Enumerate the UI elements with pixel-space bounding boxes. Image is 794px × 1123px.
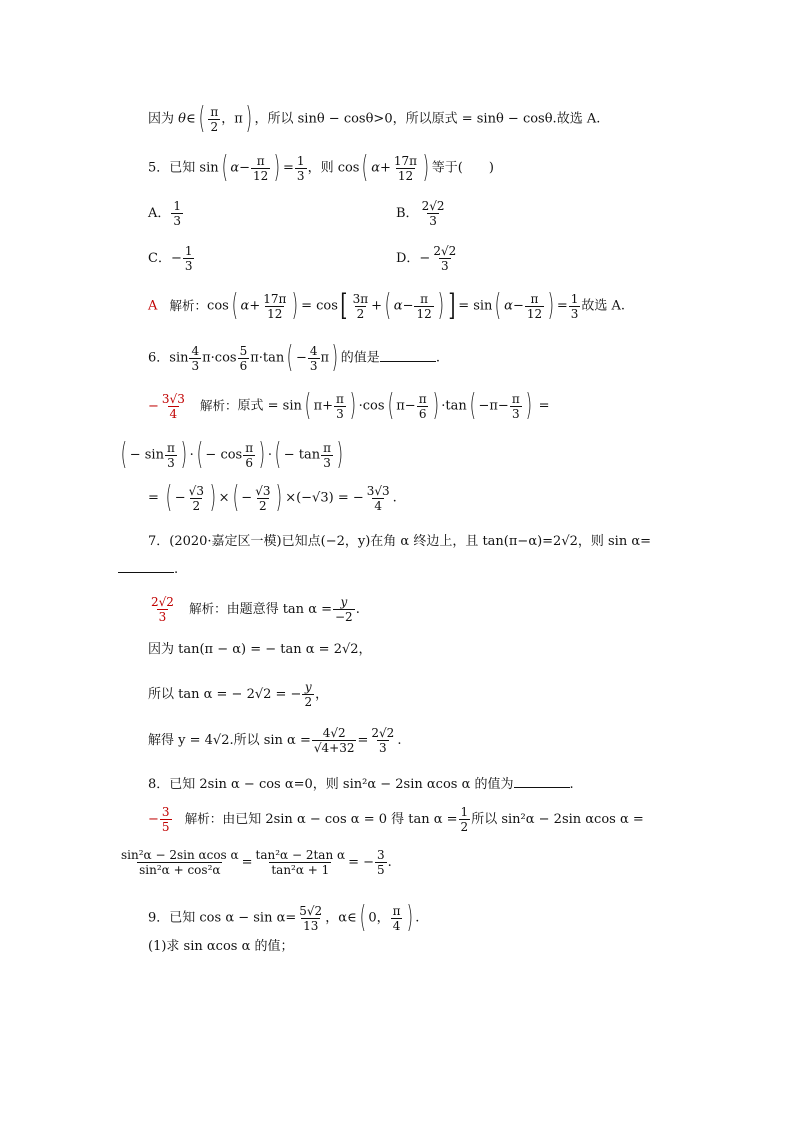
fraction-17pi-12: $\frac{17\pi}{12}$ bbox=[393, 153, 418, 183]
text: cos bbox=[207, 298, 229, 314]
text: ×(−√3) = − bbox=[285, 490, 364, 506]
text: 故选 A. bbox=[581, 298, 626, 314]
q9-text: 9．已知 cos α − sin α= bbox=[148, 910, 297, 926]
q8-text: 8．已知 2sin α − cos α=0，则 sin²α − 2sin αcos α 的值为 bbox=[148, 777, 514, 792]
text: 等于( ) bbox=[431, 160, 494, 176]
question-9-part1 bbox=[148, 938, 293, 956]
text: − sin bbox=[129, 447, 164, 463]
text: θ>0，所以原式 = sin bbox=[365, 111, 496, 127]
analysis-label: 解析： bbox=[199, 397, 238, 413]
answer-6-line2: ( − sin $\frac{\pi}{3}$ ) ·( − cos $\frac{\pi}{6}$ ) ·( − tan $\frac{\pi}{3}$ ) bbox=[120, 437, 344, 472]
text: θ.故选 A. bbox=[544, 111, 601, 127]
answer-blank bbox=[118, 560, 174, 573]
answer-value: − $\frac{3}{5}$ bbox=[148, 805, 170, 834]
answer-8-line2: $\frac{\text{sin²α − 2sin αcos α}}{\text{sin²α + cos²α}}$ = $\frac{\text{tan²α − 2tan α}}{\text{tan²α + 1}}$ = − $\frac{3}{5}$ . bbox=[121, 848, 392, 877]
q7-text: 7．(2020·嘉定区一模)已知点(−2，y)在角 α 终边上，且 tan(π−α)=2√2，则 sin α= bbox=[148, 534, 652, 549]
text: ·cos bbox=[358, 398, 385, 414]
text: 所以 tan α = − 2√2 = − bbox=[148, 687, 302, 702]
pi: π bbox=[234, 111, 243, 127]
answer-7-line3: 所以 tan α = − 2√2 = − $\frac{y}{2}$ ， bbox=[148, 680, 329, 709]
question-6: 6．sin $\frac{4}{3}$ π·cos $\frac{5}{6}$ π·tan( − $\frac{4}{3}$ π) 的值是 . bbox=[148, 340, 440, 375]
text: ，则 cos bbox=[307, 160, 360, 176]
answer-value: $\frac{2√2}{3}$ bbox=[151, 595, 174, 624]
text: π·tan bbox=[250, 350, 285, 366]
text: = cos bbox=[301, 298, 338, 314]
answer-value: − $\frac{3√3}{4}$ bbox=[148, 391, 185, 421]
text: = − bbox=[348, 855, 375, 870]
text: 由题意得 tan α = bbox=[226, 602, 332, 617]
answer-8: − $\frac{3}{5}$ 解析：由已知 2sin α − cos α = 0 得 tan α = $\frac{1}{2}$ 所以 sin²α − 2sin αcos α = bbox=[148, 805, 644, 834]
text: = bbox=[538, 398, 550, 414]
text: = sin bbox=[458, 298, 493, 314]
answer-value: A bbox=[148, 298, 158, 314]
text: 因为 tan(π − α) = − tan α = 2√2， bbox=[148, 642, 372, 657]
answer-blank bbox=[380, 349, 436, 362]
answer-7: $\frac{2√2}{3}$ 解析：由题意得 tan α = $\frac{y}{-2}$ . bbox=[148, 595, 360, 624]
text: 由已知 2sin α − cos α = 0 得 tan α = bbox=[222, 812, 458, 827]
text: − tan bbox=[283, 447, 321, 463]
text: ·tan bbox=[441, 398, 467, 414]
text: θ − cos bbox=[316, 111, 366, 127]
analysis-label: 解析： bbox=[189, 601, 227, 616]
answer-6-line3: = ( − $\frac{√3}{2}$ ) ×( − $\frac{√3}{2}$ ) ×(−√3) = − $\frac{3√3}{4}$ . bbox=[148, 480, 397, 515]
answer-blank bbox=[514, 775, 570, 788]
option-label: A． bbox=[148, 206, 171, 221]
text: ，所以 sin bbox=[254, 111, 317, 127]
answer-7-line4: 解得 y = 4√2.所以 sin α = $\frac{4√2}{√4+32}$ = $\frac{2√2}{3}$ . bbox=[148, 726, 402, 755]
text: 所以 sin²α − 2sin αcos α = bbox=[471, 812, 644, 827]
analysis-label: 解析： bbox=[169, 297, 208, 313]
option-label: C．− bbox=[148, 251, 182, 266]
option-label: D．− bbox=[396, 251, 431, 266]
answer-7-line2 bbox=[148, 641, 372, 659]
question-7 bbox=[148, 533, 651, 551]
text: 解得 y = 4√2.所以 sin α = bbox=[148, 733, 311, 748]
text: π·cos bbox=[202, 350, 237, 366]
equals: = bbox=[283, 160, 294, 176]
text: 因为 bbox=[148, 111, 175, 127]
option-c: C．− $\frac{1}{3}$ bbox=[148, 244, 193, 273]
option-b: B． $\frac{2√2}{3}$ bbox=[396, 199, 445, 228]
question-5: 5．已知 sin( α− $\frac{\pi}{12}$ ) = $\frac{1}{3}$ ，则 cos( α+ $\frac{17\pi}{12}$ ) 等于( ) bbox=[148, 150, 494, 185]
q5-number: 5．已知 sin bbox=[148, 160, 219, 176]
fraction-pi-2: $\frac{\pi}{2}$ bbox=[210, 104, 219, 134]
analysis-label: 解析： bbox=[184, 811, 223, 826]
text: 的值是 bbox=[340, 350, 380, 366]
answer-5: A 解析：cos( α+ $\frac{17\pi}{12}$ ) = cos[ $\frac{3\pi}{2}$ +( α− $\frac{\pi}{12}$ ) ] = sin( α− $\frac{\pi}{12}$ ) = $\frac{1}{3}$ 故选 A. bbox=[148, 288, 626, 323]
option-a: A． $\frac{1}{3}$ bbox=[148, 199, 182, 228]
option-d: D．− $\frac{2√2}{3}$ bbox=[396, 244, 457, 273]
text: 原式 = sin bbox=[237, 398, 302, 414]
answer-6: − $\frac{3√3}{4}$ 解析：原式 = sin( π+ $\frac{\pi}{3}$ ) ·cos( π− $\frac{\pi}{6}$ ) ·tan( −π− $\frac{\pi}{3}$ ) = bbox=[148, 388, 550, 423]
question-7-blank: . bbox=[118, 560, 178, 579]
theta: θ bbox=[178, 111, 186, 127]
line-conclusion-prev: 因为 θ∈( $\frac{\pi}{2}$ ，π) ，所以 sinθ − cosθ>0，所以原式 = sinθ − cosθ.故选 A. bbox=[148, 101, 601, 136]
option-label: B． bbox=[396, 206, 419, 221]
text: ，α∈ bbox=[325, 910, 357, 926]
fraction-1-3: $\frac{1}{3}$ bbox=[296, 153, 305, 183]
text: . bbox=[435, 350, 440, 366]
question-9: 9．已知 cos α − sin α= $\frac{5√2}{13}$ ，α∈( 0， $\frac{\pi}{4}$ ) . bbox=[148, 900, 420, 935]
question-8: 8．已知 2sin α − cos α=0，则 sin²α − 2sin αcos α 的值为 . bbox=[148, 777, 574, 792]
fraction-pi-12: $\frac{\pi}{12}$ bbox=[253, 153, 269, 183]
q6-number: 6．sin bbox=[148, 350, 189, 366]
text: − cos bbox=[205, 447, 243, 463]
text: θ − cos bbox=[495, 111, 545, 127]
text: = bbox=[556, 298, 568, 314]
text: (1)求 sin αcos α 的值； bbox=[148, 939, 294, 954]
